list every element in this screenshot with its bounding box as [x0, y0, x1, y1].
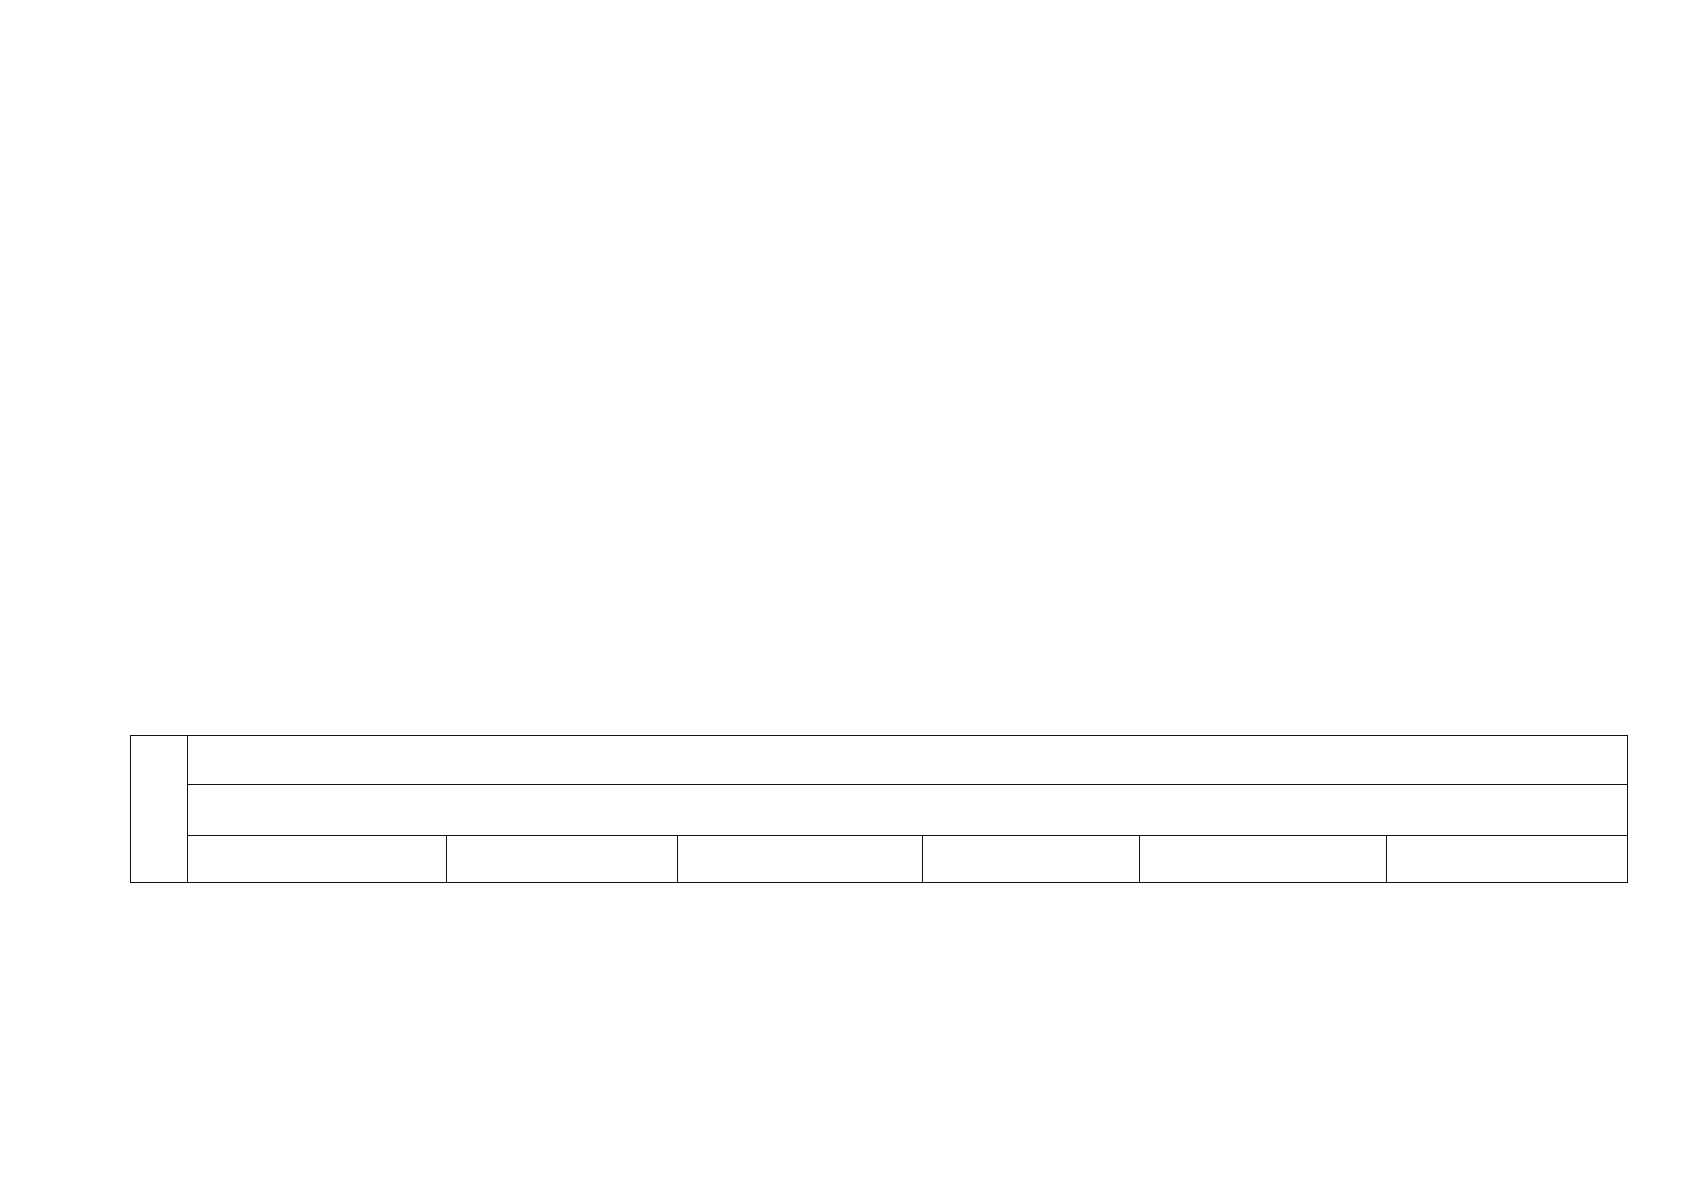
row-number-header	[131, 736, 188, 883]
column-header-total	[188, 836, 447, 883]
column-header-regional	[678, 836, 923, 883]
column-header-extrabudgetary	[1387, 836, 1628, 883]
column-header-territory-fund	[1140, 836, 1387, 883]
column-header-federal	[447, 836, 678, 883]
year-header	[188, 785, 1628, 836]
column-header-local	[923, 836, 1140, 883]
financing-header-table	[130, 735, 1628, 883]
funding-header	[188, 736, 1628, 785]
